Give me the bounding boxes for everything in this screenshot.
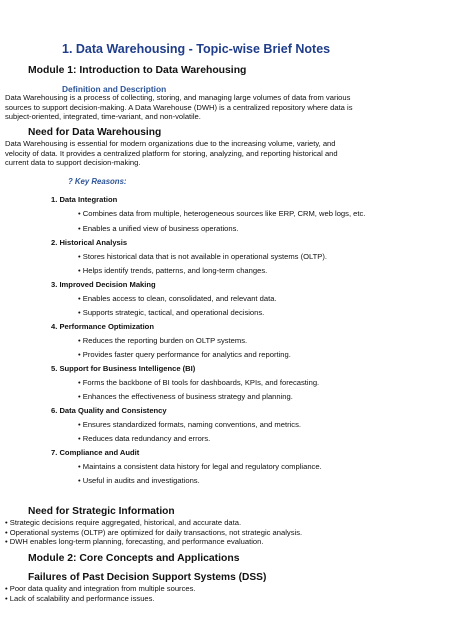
definition-line: Data Warehousing is a process of collecting, storing, and managing large volumes of data from various [5, 93, 351, 102]
reason-bullet: • Enables access to clean, consolidated, and relevant data. [78, 294, 277, 303]
strategic-bullet: • Strategic decisions require aggregated, historical, and accurate data. [5, 518, 242, 527]
reason-bullet: • Useful in audits and investigations. [78, 476, 200, 485]
need-line: Data Warehousing is essential for modern organizations due to the increasing volume, variety, and [5, 139, 336, 148]
need-line: velocity of data. It provides a centralized platform for storing, analyzing, and reporting historical and [5, 148, 338, 158]
reason-bullet: • Combines data from multiple, heterogeneous sources like ERP, CRM, web logs, etc. [78, 209, 366, 218]
failures-heading: Failures of Past Decision Support Systems (DSS) [28, 572, 267, 583]
module2-heading: Module 2: Core Concepts and Applications [28, 553, 240, 564]
reason-bullet: • Supports strategic, tactical, and operational decisions. [78, 308, 265, 317]
reason-title: 3. Improved Decision Making [51, 280, 156, 289]
reason-bullet: • Enables a unified view of business operations. [78, 224, 239, 233]
definition-heading: Definition and Description [62, 84, 167, 94]
strategic-list [5, 518, 469, 547]
reason-title: 2. Historical Analysis [51, 238, 128, 247]
reason-bullet: • Provides faster query performance for analytics and reporting. [78, 350, 291, 359]
reason-title: 5. Support for Business Intelligence (BI) [51, 364, 196, 373]
need-heading: Need for Data Warehousing [28, 127, 162, 138]
reason-bullet: • Reduces the reporting burden on OLTP systems. [78, 336, 248, 345]
definition-line: sources to support decision-making. A Data Warehouse (DWH) is a centralized repository where data is [5, 102, 353, 112]
failures-list [5, 584, 469, 603]
reason-bullet: • Enhances the effectiveness of business strategy and planning. [78, 392, 293, 401]
reason-bullet: • Helps identify trends, patterns, and long-term changes. [78, 266, 268, 275]
definition-text [5, 93, 469, 122]
key-reasons-label: ? Key Reasons: [68, 177, 127, 186]
reason-bullet: • Reduces data redundancy and errors. [78, 434, 211, 443]
reason-bullet: • Ensures standardized formats, naming conventions, and metrics. [78, 420, 301, 429]
definition-line: subject-oriented, integrated, time-variant, and non-volatile. [5, 112, 201, 122]
strategic-bullet: • DWH enables long-term planning, forecasting, and performance evaluation. [5, 537, 264, 547]
need-text [5, 139, 469, 168]
reason-bullet: • Stores historical data that is not available in operational systems (OLTP). [78, 252, 328, 261]
reason-bullet: • Forms the backbone of BI tools for dashboards, KPIs, and forecasting. [78, 378, 320, 387]
module1-heading: Module 1: Introduction to Data Warehousing [28, 65, 247, 76]
need-line: current data to support decision-making. [5, 158, 141, 168]
reason-bullet: • Maintains a consistent data history for legal and regulatory compliance. [78, 462, 322, 471]
document-title: 1. Data Warehousing - Topic-wise Brief Notes [62, 42, 331, 56]
reason-title: 1. Data Integration [51, 195, 118, 204]
reason-title: 4. Performance Optimization [51, 322, 154, 331]
failures-bullet: • Lack of scalability and performance issues. [5, 593, 155, 603]
strategic-bullet: • Operational systems (OLTP) are optimized for daily transactions, not strategic analysis. [5, 527, 303, 537]
reason-title: 7. Compliance and Audit [51, 448, 140, 457]
strategic-heading: Need for Strategic Information [28, 506, 175, 517]
failures-bullet: • Poor data quality and integration from multiple sources. [5, 584, 196, 593]
reason-title: 6. Data Quality and Consistency [51, 406, 167, 415]
